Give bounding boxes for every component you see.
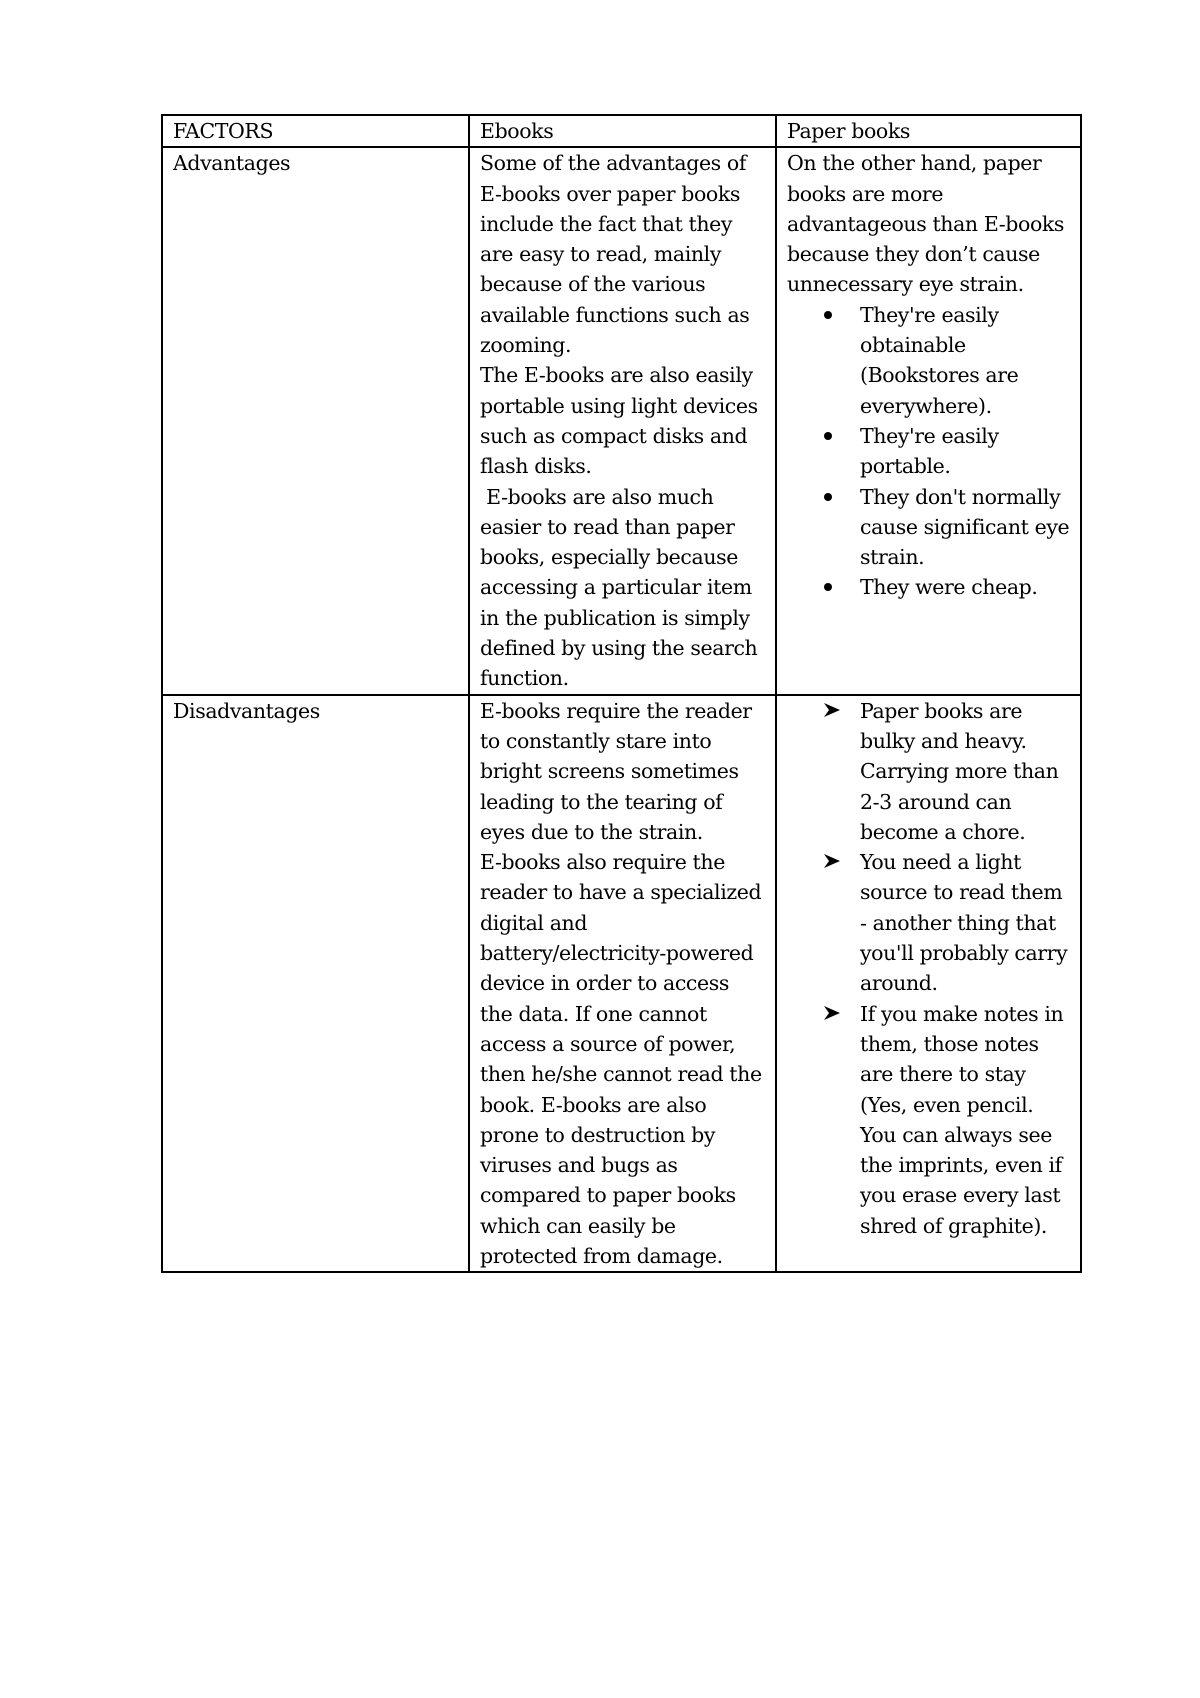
ebooks-advantages-cell [469,147,776,694]
filled-circle-bullet-icon [824,493,832,501]
ebooks-advantage-paragraph: The E-books are also easily portable using light devices such as compact disks and flash disks. [480,363,758,479]
header-paper-books: Paper books [776,115,1081,147]
ebooks-advantage-paragraph: E-books are also much easier to read than paper books, especially because accessing a particular item in the publication is simply defined by using the search function. [480,484,764,691]
disadvantages-row [162,695,1081,1273]
filled-circle-bullet-icon [824,432,832,440]
paper-advantage-list [787,300,1071,603]
list-item [787,572,1071,602]
paper-disadvantages-cell [776,695,1081,1273]
list-item-text: They're easily obtainable (Bookstores are everywhere). [860,302,1019,418]
list-item [787,300,1071,421]
list-item [787,421,1071,482]
ebooks-advantage-paragraph: Some of the advantages of E-books over paper books include the fact that they are easy to read, mainly because of the various available functions such as zooming. [480,151,750,358]
list-item [787,847,1071,998]
factor-disadvantages: Disadvantages [162,695,469,1273]
list-item-text: They're easily portable. [860,423,999,479]
ebooks-disadvantage-paragraph: E-books require the reader to constantly stare into bright screens sometimes leading to the tearing of eyes due to the strain. [480,698,752,844]
factor-advantages: Advantages [162,147,469,694]
paper-advantages-cell [776,147,1081,694]
advantages-row [162,147,1081,694]
arrowhead-bullet-icon [823,702,841,718]
filled-circle-bullet-icon [824,583,832,591]
list-item [787,999,1071,1241]
paper-disadvantage-list [787,696,1071,1241]
list-item-text: If you make notes in them, those notes are there to stay (Yes, even pencil. You can always see the imprints, even if you erase every last shred of graphite). [860,1001,1064,1238]
list-item-text: Paper books are bulky and heavy. Carrying more than 2-3 around can become a chore. [860,698,1059,844]
ebooks-disadvantage-paragraph: E-books also require the reader to have a specialized digital and battery/electricity-powered device in order to access the data. If one cannot access a source of power, then he/she cannot read the book. E-books are also prone to destruction by viruses and bugs as compared to paper books which can easily be protected from damage. [480,850,762,1268]
list-item-text: They don't normally cause significant eye strain. [860,484,1070,570]
list-item [787,482,1071,573]
list-item-text: They were cheap. [860,575,1038,600]
paper-advantage-intro: On the other hand, paper books are more advantageous than E-books because they don’t cause unnecessary eye strain. [787,151,1065,297]
filled-circle-bullet-icon [824,311,832,319]
ebooks-disadvantages-cell [469,695,776,1273]
header-factors: FACTORS [162,115,469,147]
arrowhead-bullet-icon [823,853,841,869]
comparison-table [161,114,1082,1273]
list-item-text: You need a light source to read them - another thing that you'll probably carry around. [860,850,1068,996]
header-row [162,115,1081,147]
arrowhead-bullet-icon [823,1005,841,1021]
header-ebooks: Ebooks [469,115,776,147]
list-item [787,696,1071,847]
